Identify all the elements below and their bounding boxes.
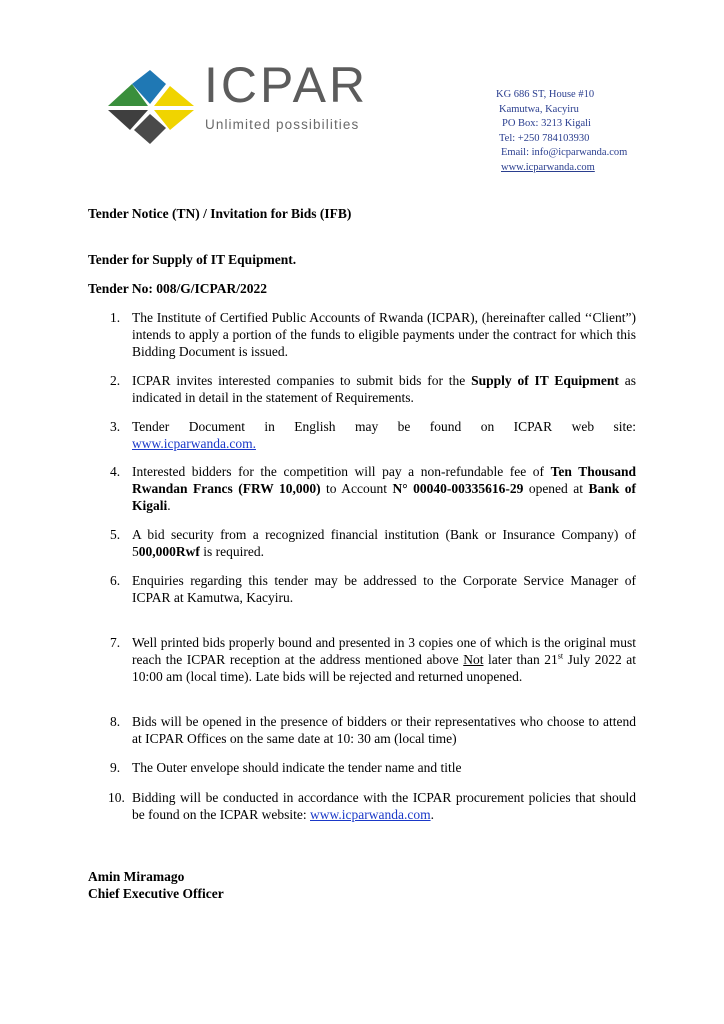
website-link[interactable]: www.icparwanda.com bbox=[310, 807, 431, 822]
item-text: ICPAR invites interested companies to submit bids for the Supply of IT Equipment as indicated in detail in the statement of Requirements. bbox=[132, 373, 636, 405]
list-item bbox=[110, 418, 636, 452]
icpar-logo-icon bbox=[104, 68, 198, 146]
contact-website-link[interactable]: www.icparwanda.com bbox=[501, 161, 595, 173]
list-item bbox=[110, 309, 636, 360]
signatory-name: Amin Miramago bbox=[88, 869, 185, 884]
list-item bbox=[110, 463, 636, 514]
list-item bbox=[110, 372, 636, 406]
item-text: The Institute of Certified Public Accounts of Rwanda (ICPAR), (hereinafter called ‘‘Client”) intends to apply a portion of the funds to eligible payments under the contract for which this Bidding Document is issued. bbox=[132, 310, 636, 359]
logo-tagline: Unlimited possibilities bbox=[205, 117, 360, 132]
signatory-title: Chief Executive Officer bbox=[88, 886, 224, 901]
contact-block bbox=[496, 88, 696, 175]
contact-pobox: PO Box: 3213 Kigali bbox=[502, 118, 591, 129]
list-item bbox=[110, 759, 636, 776]
emphasis-text: Supply of IT Equipment bbox=[471, 373, 619, 388]
item-number: 4. bbox=[110, 464, 121, 479]
item-number: 10. bbox=[108, 790, 125, 805]
item-text: Enquiries regarding this tender may be addressed to the Corporate Service Manager of ICPAR at Kamutwa, Kacyiru. bbox=[132, 573, 636, 605]
item-text: A bid security from a recognized financial institution (Bank or Insurance Company) of 500,000Rwf is required. bbox=[132, 527, 636, 559]
contact-street: KG 686 ST, House #10 bbox=[496, 89, 595, 100]
list-item bbox=[110, 713, 636, 747]
item-number: 9. bbox=[110, 760, 121, 775]
item-text: Bidding will be conducted in accordance with the ICPAR procurement policies that should be found on the ICPAR website: www.icparwanda.com. bbox=[132, 790, 636, 822]
website-link[interactable]: www.icparwanda.com. bbox=[132, 436, 256, 451]
item-text: Well printed bids properly bound and presented in 3 copies one of which is the original must reach the ICPAR reception at the address mentioned above Not later than 21st July 2022 at 10:00 am (local time). Late bids will be rejected and returned unopened. bbox=[132, 635, 636, 684]
item-number: 3. bbox=[110, 419, 121, 434]
notice-title: Tender Notice (TN) / Invitation for Bids (IFB) bbox=[88, 206, 352, 221]
contact-email[interactable]: Email: info@icparwanda.com bbox=[501, 147, 628, 158]
list-item bbox=[110, 572, 636, 606]
list-item bbox=[110, 789, 636, 823]
tender-number: Tender No: 008/G/ICPAR/2022 bbox=[88, 281, 268, 296]
item-number: 2. bbox=[110, 373, 121, 388]
logo-wordmark: ICPAR bbox=[204, 57, 369, 113]
item-number: 5. bbox=[110, 527, 121, 542]
contact-area: Kamutwa, Kacyiru bbox=[499, 103, 579, 115]
list-item bbox=[110, 526, 636, 560]
item-number: 7. bbox=[110, 635, 121, 650]
item-text: Tender Document in English may be found on ICPAR web site: www.icparwanda.com. bbox=[132, 419, 636, 451]
item-number: 6. bbox=[110, 573, 121, 588]
item-text: Interested bidders for the competition will pay a non-refundable fee of Ten Thousand Rwandan Francs (FRW 10,000) to Account N° 00040-00335616-29 opened at Bank of Kigali. bbox=[132, 464, 637, 513]
notice-subject: Tender for Supply of IT Equipment. bbox=[88, 252, 297, 267]
item-number: 1. bbox=[110, 310, 121, 325]
list-item bbox=[110, 634, 636, 685]
item-number: 8. bbox=[110, 714, 121, 729]
item-text: Bids will be opened in the presence of bidders or their representatives who choose to attend at ICPAR Offices on the same date at 10: 30 am (local time) bbox=[132, 714, 636, 746]
contact-phone: Tel: +250 784103930 bbox=[499, 132, 590, 144]
item-text: The Outer envelope should indicate the tender name and title bbox=[132, 760, 462, 775]
